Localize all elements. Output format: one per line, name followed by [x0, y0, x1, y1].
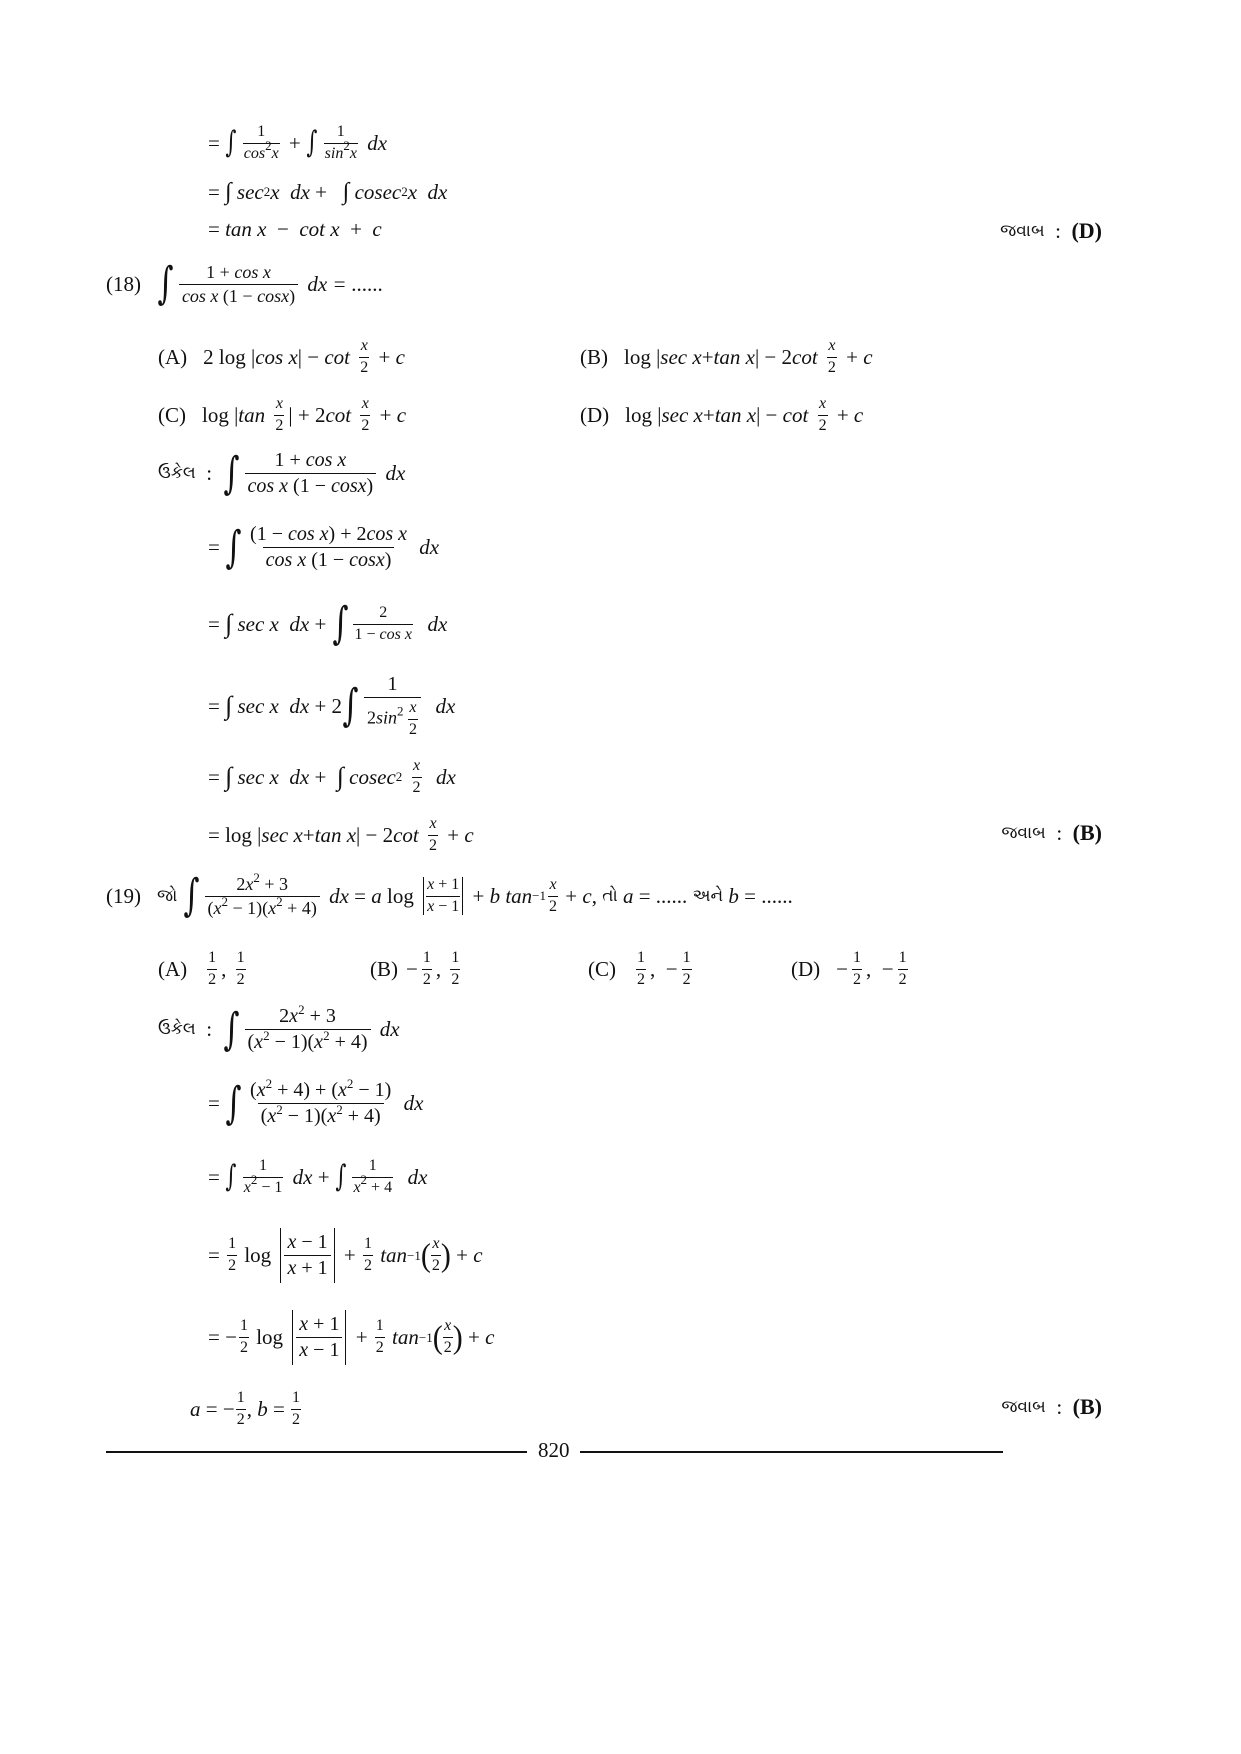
option-label: (D) [580, 402, 610, 427]
q17-step-2: = ∫ sec 2 x dx + ∫ cosec 2 x dx [208, 179, 448, 205]
answer-q19: જવાબ : (B) [1001, 1394, 1102, 1419]
answer-value: (B) [1072, 1394, 1102, 1419]
q18-step-1: = ∫ (1 − cos x) + 2cos x cos x (1 − cosx) dx [208, 521, 440, 573]
q19-solution-start: ઉકેલ : ∫ $2x^2 + 3$ $(x^2 - 1)(x^2 + 4)$ dx [158, 1002, 400, 1055]
q19-option-c: (C) 1 2 , − 1 2 [588, 949, 691, 988]
q17-step-1: = ∫ 1 $\cos^2x$ + ∫ 1 $\sin^2x$ dx [208, 123, 388, 162]
q19-step-1: = ∫ $(x^2 + 4) + (x^2 - 1)$ $(x^2 - 1)(x^2 + 4)$ dx [208, 1076, 424, 1129]
q18-solution-start: ઉકેલ : ∫ 1 + cos x cos x (1 − cosx) dx [158, 447, 406, 499]
answer-q18: જવાબ : (B) [1001, 820, 1102, 845]
and-word: અને [692, 885, 724, 906]
q19-option-d: (D) − 1 2 , − 1 2 [791, 949, 907, 988]
q18-step-3: = ∫ sec x dx + 2 ∫ 1 $2\sin^2$ $\frac{x}{2}$ dx [208, 673, 456, 738]
q19-option-a: (A) 1 2 , 1 2 [158, 949, 245, 988]
q19-step-4: = − 1 2 log $\frac{x + 1}{x - 1}$ + 1 2 tan −1 ( x 2 ) + c [208, 1310, 494, 1365]
q18-step-4: = ∫ sec x dx + ∫ cosec 2 x 2 dx [208, 757, 456, 796]
q18-option-a: (A) 2 log | cos x | − cot x 2 + c [158, 337, 405, 376]
option-label: (A) [158, 344, 188, 369]
page-number: 820 [538, 1438, 570, 1462]
footer-rule-right [580, 1451, 1003, 1453]
q19-step-2: = ∫ 1 $x^2 - 1$ dx + ∫ 1 $x^2 + 4$ dx [208, 1157, 428, 1196]
answer-value: (B) [1072, 820, 1102, 845]
solution-label: ઉકેલ [158, 463, 196, 483]
option-label: (D) [791, 956, 821, 981]
q19-stem: (19) જો ∫ $2x^2 + 3$ $(x^2 - 1)(x^2 + 4)$ dx = a log $\frac{x + 1}{x - 1}$ + b tan −1 x 2 + c , તો a = ...... અને b = ...... [106, 869, 793, 921]
q19-step-3: = 1 2 log $\frac{x - 1}{x + 1}$ + 1 2 tan −1 ( x 2 ) + c [208, 1228, 483, 1283]
option-label: (C) [158, 402, 186, 427]
answer-value: (D) [1071, 218, 1102, 243]
answer-label: જવાબ [1001, 823, 1046, 843]
q18-option-d: (D) log | sec x + tan x | − cot x 2 + c [580, 395, 864, 434]
question-number: (19) [106, 883, 141, 908]
if-word: જો [157, 885, 178, 906]
q17-step-3: = tan x − cot x + c [208, 217, 382, 241]
footer-rule-left [106, 1451, 527, 1453]
then-word: તો [602, 885, 618, 906]
question-number: (18) [106, 271, 141, 296]
q18-option-b: (B) log | sec x + tan x | − 2 cot x 2 + c [580, 337, 873, 376]
option-label: (B) [370, 956, 398, 981]
q18-stem-tail: dx = ...... [307, 271, 384, 296]
q19-final: a = − 1 2 , b = 1 2 [190, 1389, 301, 1428]
q18-stem: (18) ∫ 1 + cos x cos x (1 − cosx) dx = ...... [106, 258, 384, 309]
q18-option-c: (C) log | tan x 2 | + 2 cot x 2 + c [158, 395, 407, 434]
answer-label: જવાબ [1001, 1397, 1046, 1417]
option-label: (C) [588, 956, 616, 981]
answer-label: જવાબ [1000, 221, 1045, 241]
q19-option-b: (B) − 1 2 , 1 2 [370, 949, 460, 988]
q18-step-5: = log | sec x + tan x | − 2 cot x 2 + c [208, 815, 474, 854]
answer-q17: જવાબ : (D) [1000, 218, 1102, 243]
option-label: (B) [580, 344, 608, 369]
q18-step-2: = ∫ sec x dx + ∫ 2 1 − cos x dx [208, 598, 448, 649]
solution-label: ઉકેલ [158, 1019, 196, 1039]
option-label: (A) [158, 956, 188, 981]
